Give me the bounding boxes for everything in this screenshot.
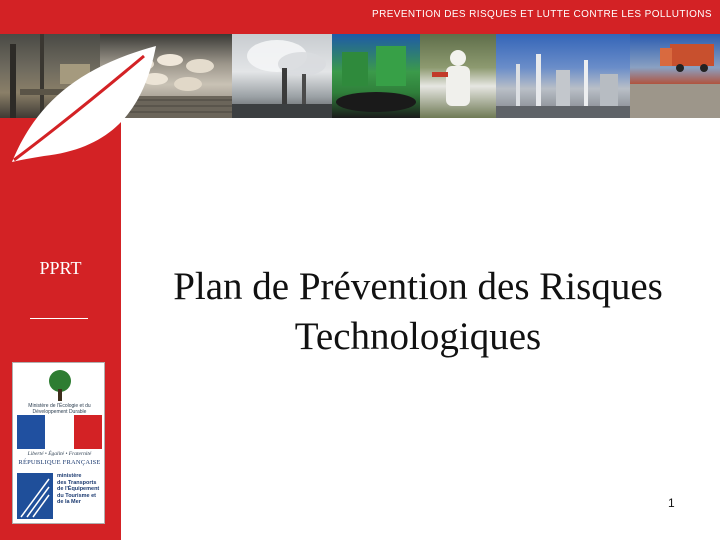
marianne-emblem-icon — [17, 415, 102, 449]
refinery-illustration — [496, 34, 630, 118]
leaf-logo-icon — [4, 38, 164, 168]
smoke-stacks-photo — [232, 34, 332, 118]
water-treatment-photo — [332, 34, 420, 118]
truck-illustration — [630, 34, 720, 118]
water-treatment-illustration — [332, 34, 420, 118]
republic-name: RÉPUBLIQUE FRANÇAISE — [18, 459, 101, 466]
transport-ministry-text: ministère des Transports de l'Équipement du Tourisme et de la Mer — [57, 473, 100, 505]
transport-ministry-icon — [17, 473, 53, 519]
header-title: PREVENTION DES RISQUES ET LUTTE CONTRE LES POLLUTIONS — [372, 9, 712, 20]
slide-title-line-2: Technologiques — [294, 315, 542, 358]
header-bar — [0, 0, 720, 34]
refinery-photo — [496, 34, 630, 118]
tree-icon — [43, 369, 77, 403]
slide-title — [128, 262, 708, 362]
slide-title-line-1: Plan de Prévention des Risques — [173, 265, 663, 308]
ministry-logos — [12, 362, 105, 524]
protective-suit-worker-photo — [420, 34, 496, 118]
page-number: 1 — [668, 496, 675, 510]
smoke-stacks-illustration — [232, 34, 332, 118]
sidebar-label: PPRT — [39, 258, 82, 278]
landfill-truck-photo — [630, 34, 720, 118]
worker-illustration — [420, 34, 496, 118]
sidebar-divider — [30, 318, 88, 319]
republic-motto: Liberté • Égalité • Fraternité — [27, 451, 92, 457]
ministry-ecology-text: Ministère de l'Écologie et du Développement Durable — [28, 403, 91, 415]
